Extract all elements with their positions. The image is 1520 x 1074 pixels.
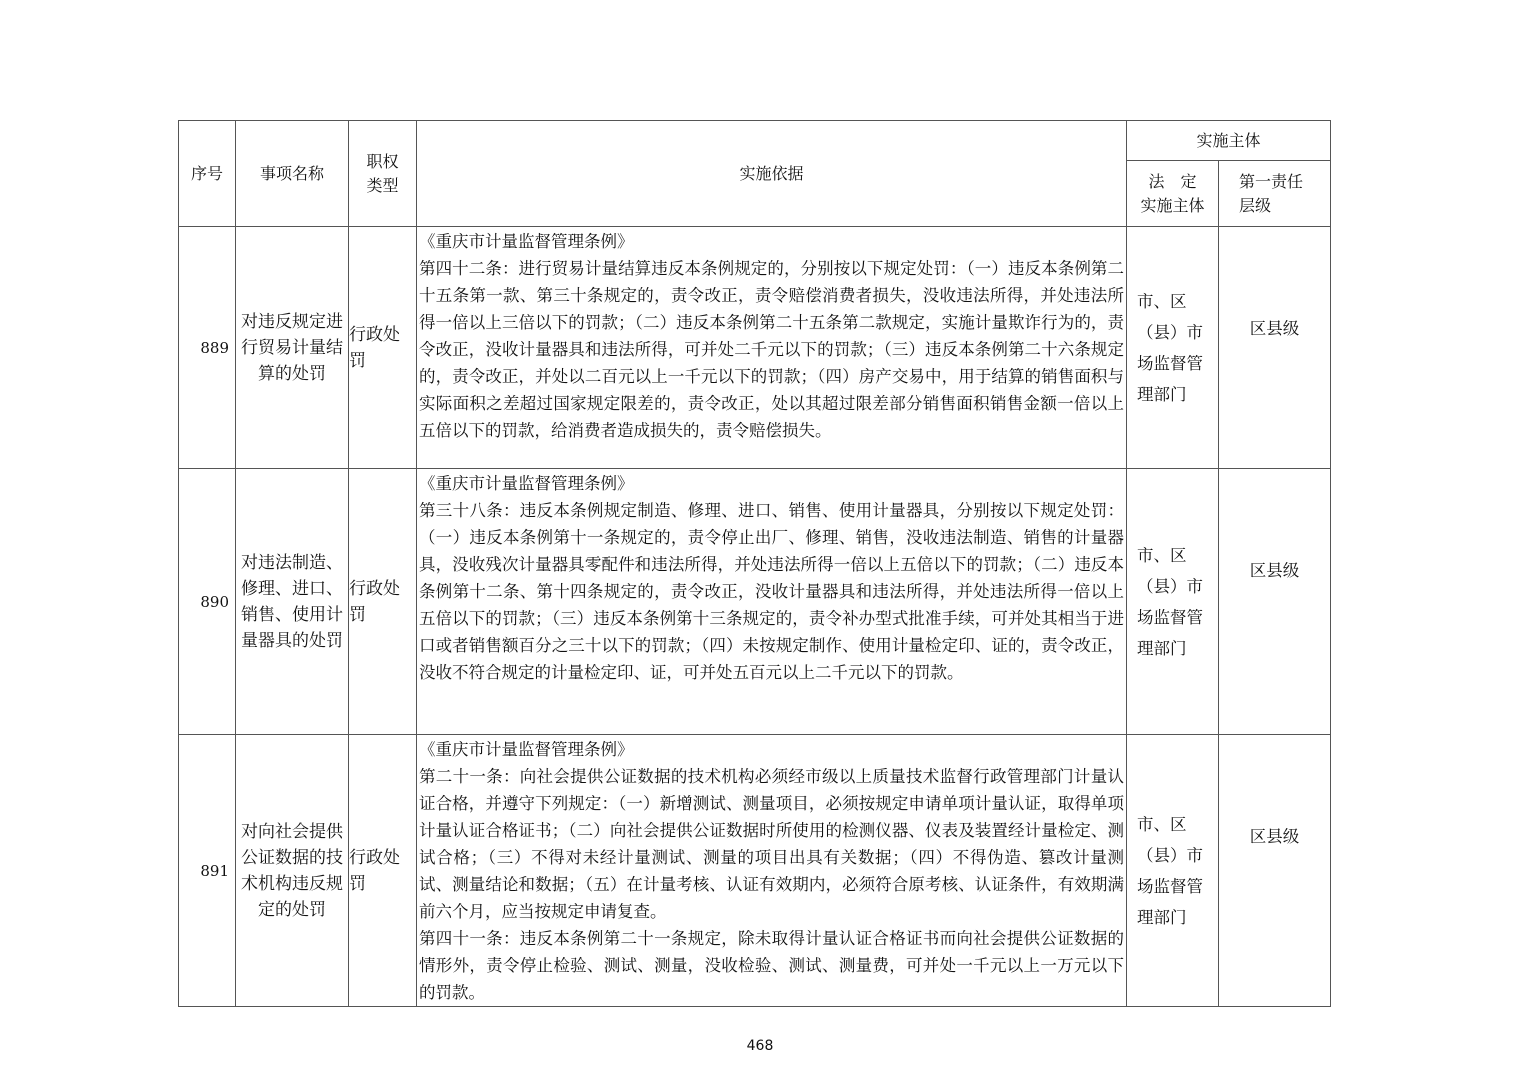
header-responsibility-level [1219,161,1331,227]
basis-article: 第四十一条：违反本条例第二十一条规定，除未取得计量认证合格证书而向社会提供公证数据的情形外，责令停止检验、测试、测量，没收检验、测试、测量费，可并处一千元以上一万元以下的罚款。 [419,929,1124,1002]
header-legal-line2: 实施主体 [1140,195,1205,215]
page-number: 468 [746,1038,774,1054]
row-level: 区县级 [1219,469,1331,735]
row-basis [417,735,1127,1007]
header-type-line1: 职权 [366,151,399,171]
table-row [179,735,1331,1007]
row-no: 890 [179,469,236,735]
header-level-line1: 第一责任 [1239,171,1304,191]
row-legal-subject: 市、区（县）市场监督管理部门 [1127,227,1219,469]
row-no: 891 [179,735,236,1007]
basis-law-title: 《重庆市计量监督管理条例》 [419,474,634,493]
header-subject: 实施主体 [1127,121,1331,161]
header-type-line2: 类型 [366,175,399,195]
basis-article: 第四十二条：进行贸易计量结算违反本条例规定的，分别按以下规定处罚：（一）违反本条例第二十五条第一款、第三十条规定的，责令改正，责令赔偿消费者损失，没收违法所得，并处违法所得一倍以上三倍以下的罚款；（二）违反本条例第二十五条第二款规定，实施计量欺诈行为的，责令改正，没收计量器具和违法所得，可并处二千元以下的罚款；（三）违反本条例第二十六条规定的，责令改正，并处以二百元以上一千元以下的罚款；（四）房产交易中，用于结算的销售面积与实际面积之差超过国家规定限差的，责令改正，处以其超过限差部分销售面积销售金额一倍以上五倍以下的罚款，给消费者造成损失的，责令赔偿损失。 [419,259,1124,440]
basis-law-title: 《重庆市计量监督管理条例》 [419,740,634,759]
row-type: 行政处罚 [349,227,417,469]
row-type: 行政处罚 [349,469,417,735]
basis-law-title: 《重庆市计量监督管理条例》 [419,232,634,251]
basis-article: 第二十一条：向社会提供公证数据的技术机构必须经市级以上质量技术监督行政管理部门计量认证合格，并遵守下列规定：（一）新增测试、测量项目，必须按规定申请单项计量认证，取得单项计量认证合格证书；（二）向社会提供公证数据时所使用的检测仪器、仪表及装置经计量检定、测试合格；（三）不得对未经计量测试、测量的项目出具有关数据；（四）不得伪造、篡改计量测试、测量结论和数据；（五）在计量考核、认证有效期内，必须符合原考核、认证条件，有效期满前六个月，应当按规定申请复查。 [419,767,1124,921]
row-basis [417,227,1127,469]
enforcement-table [178,120,1331,1007]
row-legal-subject: 市、区（县）市场监督管理部门 [1127,735,1219,1007]
header-type [349,121,417,227]
header-basis: 实施依据 [417,121,1127,227]
row-level: 区县级 [1219,227,1331,469]
header-level-line2: 层级 [1239,195,1272,215]
table-row [179,469,1331,735]
header-legal-subject [1127,161,1219,227]
basis-article: 第三十八条：违反本条例规定制造、修理、进口、销售、使用计量器具，分别按以下规定处罚：（一）违反本条例第十一条规定的，责令停止出厂、修理、销售，没收违法制造、销售的计量器具，没收残次计量器具零配件和违法所得，并处违法所得一倍以上五倍以下的罚款；（二）违反本条例第十二条、第十四条规定的，责令改正，没收计量器具和违法所得，并处违法所得一倍以上五倍以下的罚款；（三）违反本条例第十三条规定的，责令补办型式批准手续，可并处其相当于进口或者销售额百分之三十以下的罚款；（四）未按规定制作、使用计量检定印、证的，责令改正，没收不符合规定的计量检定印、证，可并处五百元以上二千元以下的罚款。 [419,501,1124,682]
row-name: 对向社会提供公证数据的技术机构违反规定的处罚 [236,735,349,1007]
row-name: 对违法制造、修理、进口、销售、使用计量器具的处罚 [236,469,349,735]
row-no: 889 [179,227,236,469]
header-legal-line1: 法 定 [1148,171,1197,191]
header-name: 事项名称 [236,121,349,227]
row-basis [417,469,1127,735]
row-legal-subject: 市、区（县）市场监督管理部门 [1127,469,1219,735]
table-row [179,227,1331,469]
row-level: 区县级 [1219,735,1331,1007]
row-name: 对违反规定进行贸易计量结算的处罚 [236,227,349,469]
header-no: 序号 [179,121,236,227]
row-type: 行政处罚 [349,735,417,1007]
